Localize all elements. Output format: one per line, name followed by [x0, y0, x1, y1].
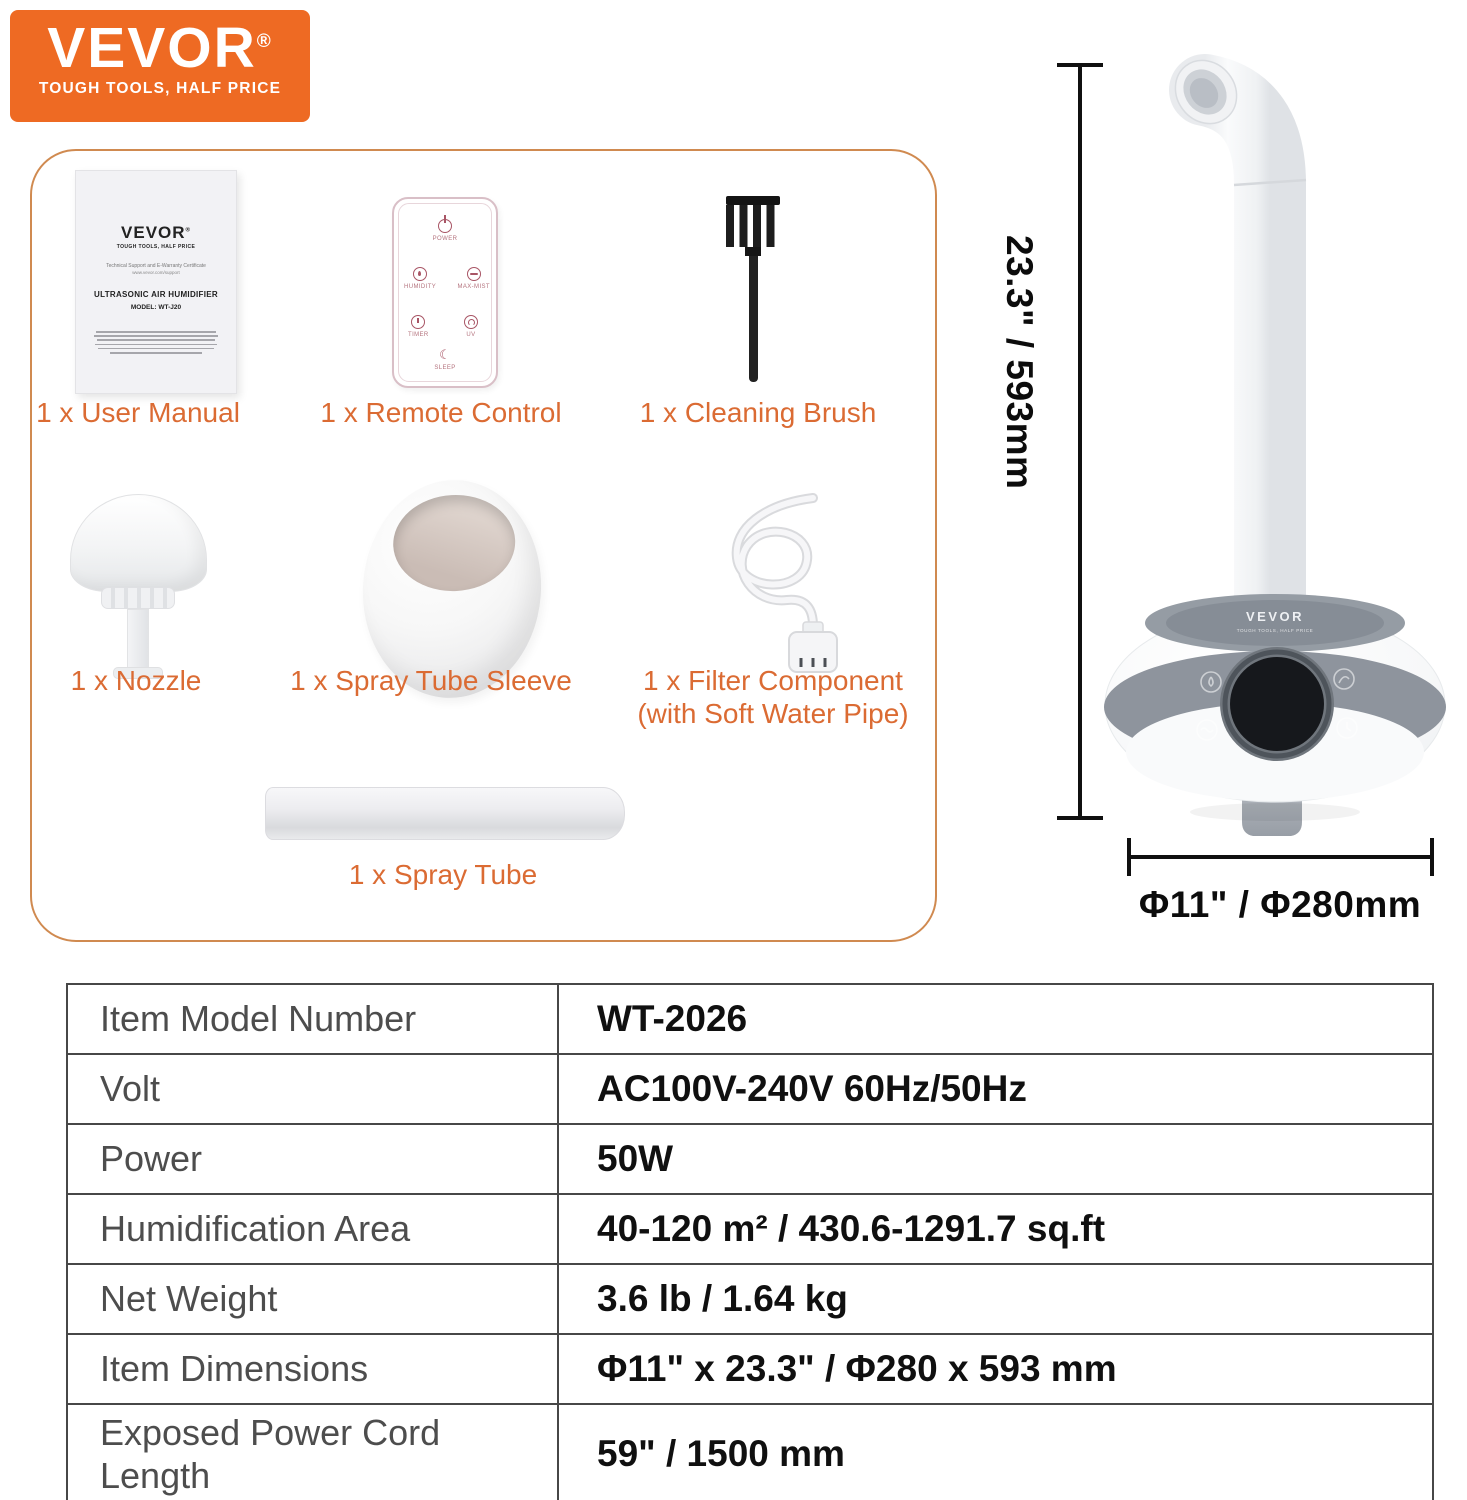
- brush-head: [726, 196, 780, 205]
- spec-value: 59" / 1500 mm: [558, 1404, 1433, 1500]
- spec-value: Φ11" x 23.3" / Φ280 x 593 mm: [558, 1334, 1433, 1404]
- humidifier-image: [1095, 52, 1465, 852]
- spec-label: Item Model Number: [67, 984, 558, 1054]
- soft-water-pipe-outline: [737, 498, 813, 626]
- spray-tube-image: [265, 787, 625, 840]
- remote-uv-button: [464, 315, 478, 338]
- logo-wordmark: [10, 16, 310, 80]
- manual-support-url: www.vevor.com/support: [132, 270, 180, 275]
- table-row: [67, 1404, 1433, 1500]
- humidity-drop-icon: [413, 267, 427, 281]
- height-dim-line: [1078, 63, 1082, 818]
- label-filter-component-line1: 1 x Filter Component: [643, 665, 903, 696]
- uv-icon: [464, 315, 478, 329]
- cleaning-brush-image: [723, 196, 783, 386]
- manual-model: MODEL: WT-J20: [130, 304, 182, 311]
- manual-registered-mark: ®: [185, 227, 191, 234]
- spec-label: Exposed Power Cord Length: [67, 1404, 558, 1500]
- table-row: [67, 1264, 1433, 1334]
- label-spray-tube: 1 x Spray Tube: [348, 859, 538, 890]
- uv-label: UV: [466, 332, 476, 338]
- remote-timer-button: [408, 315, 429, 338]
- spec-value: 50W: [558, 1124, 1433, 1194]
- device-brand-text: VEVOR: [1245, 609, 1305, 624]
- manual-support-line: Technical Support and E-Warranty Certificate: [106, 263, 206, 269]
- nozzle-cap: [70, 494, 207, 592]
- table-row: [67, 1334, 1433, 1404]
- manual-brand: [76, 223, 236, 243]
- height-dim-label: 23.3" / 593mm: [999, 235, 1040, 490]
- spec-value: 3.6 lb / 1.64 kg: [558, 1264, 1433, 1334]
- timer-clock-icon: [411, 315, 425, 329]
- label-filter-component: [620, 664, 926, 730]
- spec-value: 40-120 m² / 430.6-1291.7 sq.ft: [558, 1194, 1433, 1264]
- remote-control-image: [392, 197, 498, 388]
- spec-label: Item Dimensions: [67, 1334, 558, 1404]
- max-mist-label: MAX-MIST: [457, 284, 490, 290]
- remote-power-button: [394, 219, 496, 242]
- manual-brand-text: VEVOR: [121, 223, 186, 242]
- label-nozzle: 1 x Nozzle: [70, 665, 202, 696]
- table-row: [67, 984, 1433, 1054]
- brush-handle: [749, 256, 758, 382]
- mist-icon: [467, 267, 481, 281]
- table-row: [67, 1194, 1433, 1264]
- spec-label: Volt: [67, 1054, 558, 1124]
- label-user-manual: 1 x User Manual: [36, 397, 240, 428]
- user-manual-image: [75, 170, 237, 394]
- spec-label: Net Weight: [67, 1264, 558, 1334]
- remote-max-mist-button: [457, 267, 490, 290]
- filter-component-image: [695, 488, 860, 693]
- brush-collar: [745, 247, 761, 256]
- remote-sleep-button: [394, 350, 496, 371]
- vevor-logo: [10, 10, 310, 122]
- spec-label: Power: [67, 1124, 558, 1194]
- table-row: [67, 1054, 1433, 1124]
- diameter-dim-tick-right: [1430, 838, 1434, 876]
- control-knob: [1230, 657, 1324, 751]
- nozzle-collar: [101, 587, 175, 609]
- base-shadow: [1190, 803, 1360, 821]
- nozzle-stem: [127, 609, 149, 669]
- humidity-label: HUMIDITY: [404, 284, 437, 290]
- device-brand-subtext: TOUGH TOOLS, HALF PRICE: [1236, 628, 1314, 633]
- diameter-dim-label: Φ11" / Φ280mm: [1138, 884, 1422, 925]
- registered-mark: ®: [256, 31, 273, 52]
- label-cleaning-brush: 1 x Cleaning Brush: [639, 397, 877, 428]
- sleep-label: SLEEP: [434, 365, 456, 371]
- label-spray-tube-sleeve: 1 x Spray Tube Sleeve: [290, 665, 572, 696]
- remote-humidity-button: [404, 267, 436, 290]
- logo-text: VEVOR: [47, 16, 257, 80]
- manual-title: ULTRASONIC AIR HUMIDIFIER: [94, 290, 218, 299]
- logo-tagline: TOUGH TOOLS, HALF PRICE: [38, 80, 282, 97]
- spec-value: WT-2026: [558, 984, 1433, 1054]
- spec-value: AC100V-240V 60Hz/50Hz: [558, 1054, 1433, 1124]
- manual-fine-print: [76, 331, 236, 354]
- power-label: POWER: [432, 236, 458, 242]
- spec-label: Humidification Area: [67, 1194, 558, 1264]
- label-filter-component-line2: (with Soft Water Pipe): [637, 698, 909, 729]
- diameter-dim-line: [1127, 855, 1434, 859]
- nozzle-image: [70, 494, 205, 679]
- timer-label: TIMER: [408, 332, 429, 338]
- label-remote-control: 1 x Remote Control: [320, 397, 562, 428]
- brush-bristles: [726, 205, 780, 247]
- power-icon: [438, 219, 452, 233]
- spec-table: [66, 983, 1434, 1500]
- table-row: [67, 1124, 1433, 1194]
- manual-tagline: TOUGH TOOLS, HALF PRICE: [116, 244, 196, 250]
- sleep-moon-icon: ☾: [439, 348, 451, 363]
